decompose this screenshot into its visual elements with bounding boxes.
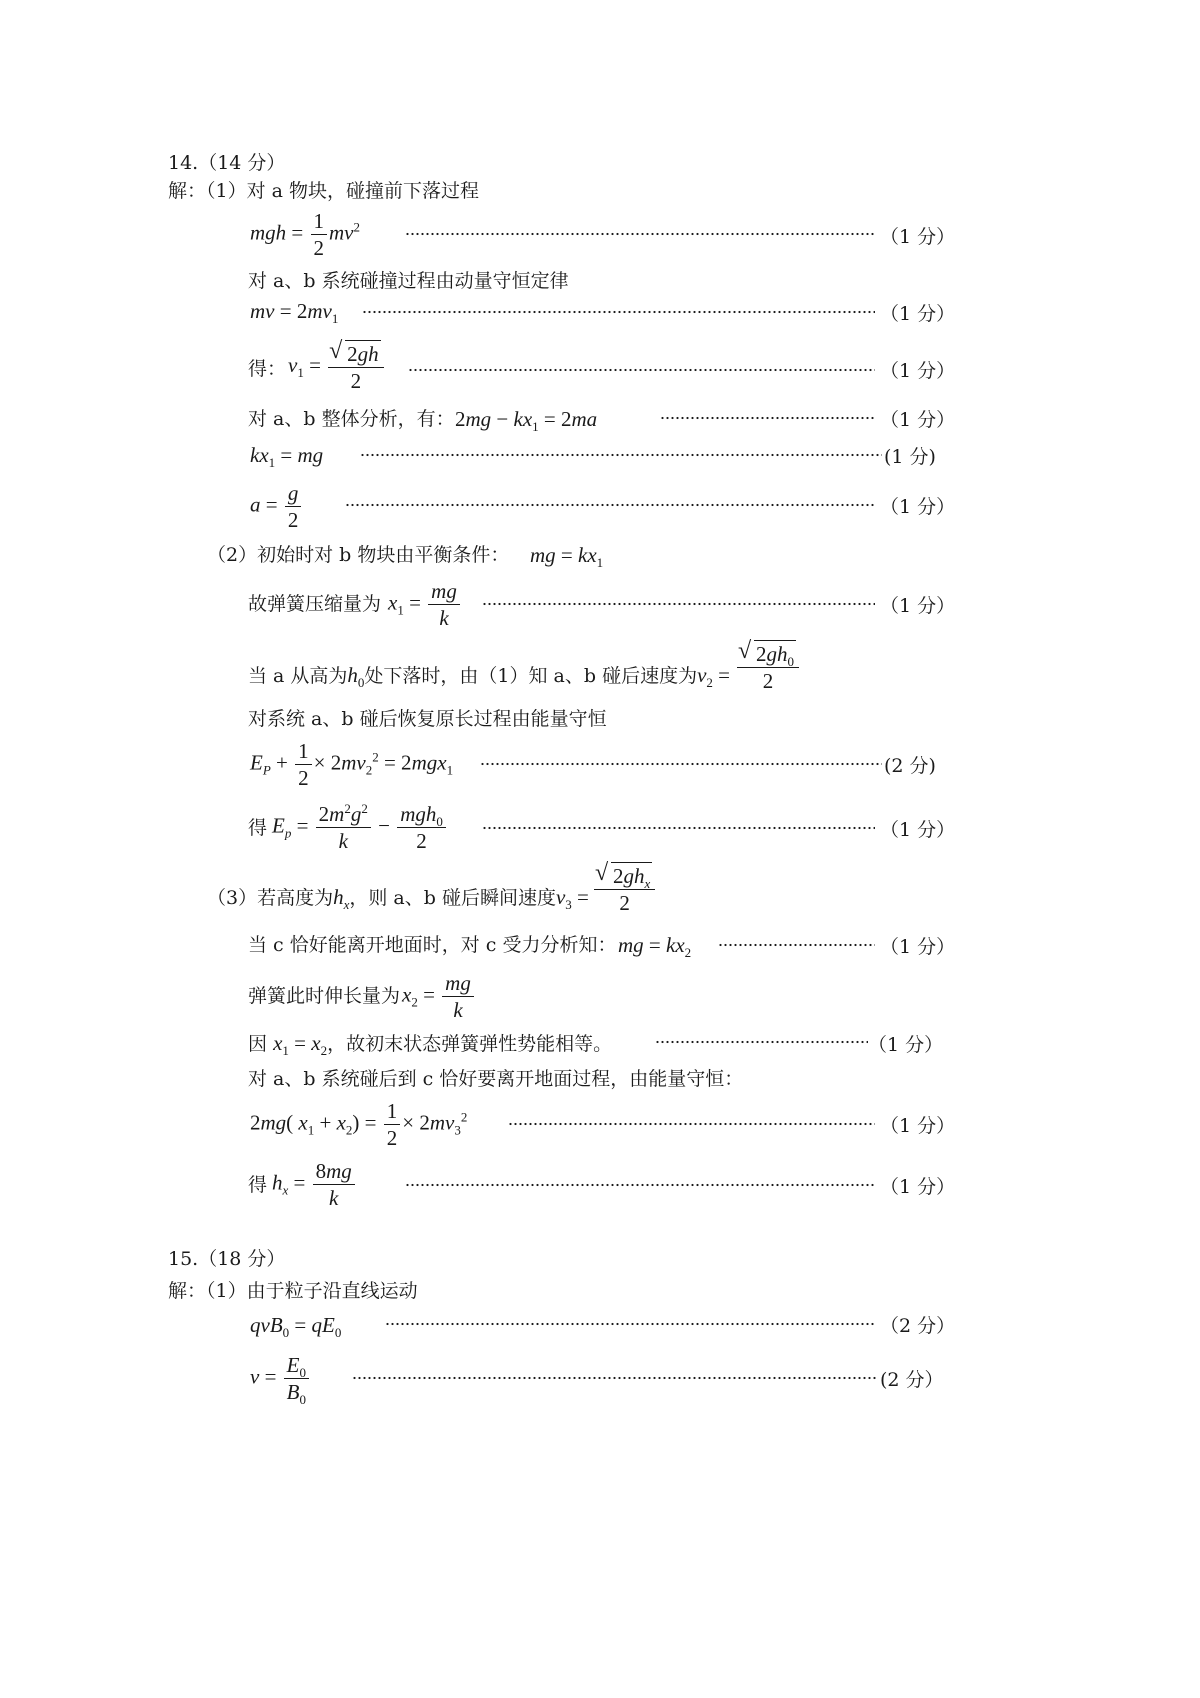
equation-hx: $h_x$ = $\frac{8mg}{k}$ xyxy=(272,1158,357,1211)
energy-text: 对系统 a、b 碰后恢复原长过程由能量守恒 xyxy=(248,708,607,730)
de-hx-label: 得 xyxy=(248,1174,268,1196)
score: （1 分） xyxy=(880,226,956,248)
score: （1 分） xyxy=(880,595,956,617)
part3-text2: ，则 a、b 碰后瞬间速度 xyxy=(349,887,556,909)
dot-leader xyxy=(660,416,875,420)
dot-leader xyxy=(508,1122,875,1126)
score: （2 分） xyxy=(880,1315,956,1337)
q14-part1-line xyxy=(168,178,479,204)
score: （1 分） xyxy=(880,819,956,841)
solution-label: 解： xyxy=(168,180,207,202)
dot-leader xyxy=(408,368,875,372)
dot-leader xyxy=(385,1322,875,1326)
dot-leader xyxy=(405,1183,875,1187)
equation-mgh: mgh = $\frac{1}{2}$ $mv^2$ xyxy=(250,209,361,260)
momentum-text: 对 a、b 系统碰撞过程由动量守恒定律 xyxy=(248,270,569,292)
c-leave-text: 当 c 恰好能离开地面时，对 c 受力分析知： xyxy=(248,934,617,956)
dot-leader xyxy=(482,826,875,830)
dot-leader xyxy=(405,232,875,236)
dot-leader xyxy=(480,762,882,766)
part3-line: （3）若高度为$h_x$，则 a、b 碰后瞬间速度$v_3$ = xyxy=(207,885,589,913)
since-text: ，故初末状态弹簧弹性势能相等。 xyxy=(327,1033,613,1055)
score: （1 分） xyxy=(880,360,956,382)
since-line: 因 $x_1 = x_2$，故初末状态弹簧弹性势能相等。 xyxy=(248,1031,613,1059)
spring-comp-text: 故弹簧压缩量为 xyxy=(248,593,382,615)
equation-force-balance: $qvB_0 = qE_0$ xyxy=(250,1313,342,1341)
equation-v1: $v_1$ = √ $\frac{2gh}{2}$ xyxy=(288,340,386,394)
when-a-text1: 当 a 从高为 xyxy=(248,665,348,687)
score: (1 分) xyxy=(884,446,936,468)
score: （1 分） xyxy=(880,936,956,958)
equation-ep: $E_p$ = $\frac{2m^2g^2}{k}$ − $\frac{mgh_0}{2}$ xyxy=(272,801,448,854)
dot-leader xyxy=(362,310,875,314)
equation-x1: $x_1$ = $\frac{mg}{k}$ xyxy=(388,578,462,631)
equation-energy: $E_P$ + $\frac{1}{2}$ × $2mv_2^2 = 2mgx_1$ xyxy=(250,739,454,790)
equation-x2: $x_2$ = $\frac{mg}{k}$ xyxy=(402,970,476,1023)
dot-leader xyxy=(352,1376,877,1380)
equation-v2: √ $\frac{2gh_0}{2}$ xyxy=(735,640,801,694)
equation-newton: $2mg - kx_1 = 2ma$ xyxy=(455,407,598,435)
dot-leader xyxy=(345,503,875,507)
when-a-text2: 处下落时，由（1）知 a、b 碰后速度为 xyxy=(364,665,698,687)
equation-final-energy: 2mg( $x_1 + x_2$) = $\frac{1}{2}$ × $2mv_3^2$ xyxy=(250,1099,468,1150)
part1-intro: （1）对 a 物块，碰撞前下落过程 xyxy=(206,180,480,202)
score: （1 分） xyxy=(880,303,956,325)
ab-after-text: 对 a、b 系统碰后到 c 恰好要离开地面过程，由能量守恒： xyxy=(248,1068,744,1090)
dot-leader xyxy=(655,1040,868,1044)
dot-leader xyxy=(482,602,875,606)
de-ep-label: 得 xyxy=(248,817,268,839)
whole-text: 对 a、b 整体分析，有： xyxy=(248,408,455,430)
part1-intro: （1）由于粒子沿直线运动 xyxy=(206,1280,418,1302)
score: （1 分） xyxy=(880,409,956,431)
dot-leader xyxy=(718,943,875,947)
equation-balance: mg = $kx_1$ xyxy=(530,543,604,571)
since-label: 因 xyxy=(248,1033,268,1055)
score: (2 分） xyxy=(880,1369,944,1391)
equation-momentum: mv = $2mv_1$ xyxy=(250,299,339,327)
equation-c-balance: mg = $kx_2$ xyxy=(618,933,692,961)
equation-v3: √ $\frac{2gh_x}{2}$ xyxy=(592,862,657,916)
score: （1 分） xyxy=(880,496,956,518)
part3-intro: （3）若高度为 xyxy=(207,887,334,909)
score: （1 分） xyxy=(868,1034,944,1056)
solution-label: 解： xyxy=(168,1280,207,1302)
score: （1 分） xyxy=(880,1176,956,1198)
equation-a: a = $\frac{g}{2}$ xyxy=(250,480,303,533)
stretch-text: 弹簧此时伸长量为 xyxy=(248,985,401,1007)
score: （1 分） xyxy=(880,1115,956,1137)
part2-intro: （2）初始时对 b 物块由平衡条件： xyxy=(207,544,510,566)
equation-kx1: $kx_1$ = mg xyxy=(250,443,324,471)
when-a-line: 当 a 从高为$h_0$处下落时，由（1）知 a、b 碰后速度为$v_2$ = xyxy=(248,663,731,691)
de-label: 得： xyxy=(248,358,287,380)
q14-title: 14.（14 分） xyxy=(168,152,286,174)
dot-leader xyxy=(360,453,882,457)
q15-part1-line xyxy=(168,1278,418,1304)
q15-title: 15.（18 分） xyxy=(168,1248,286,1270)
score: (2 分) xyxy=(884,755,936,777)
equation-velocity: v = $\frac{E_0}{B_0}$ xyxy=(250,1352,311,1405)
